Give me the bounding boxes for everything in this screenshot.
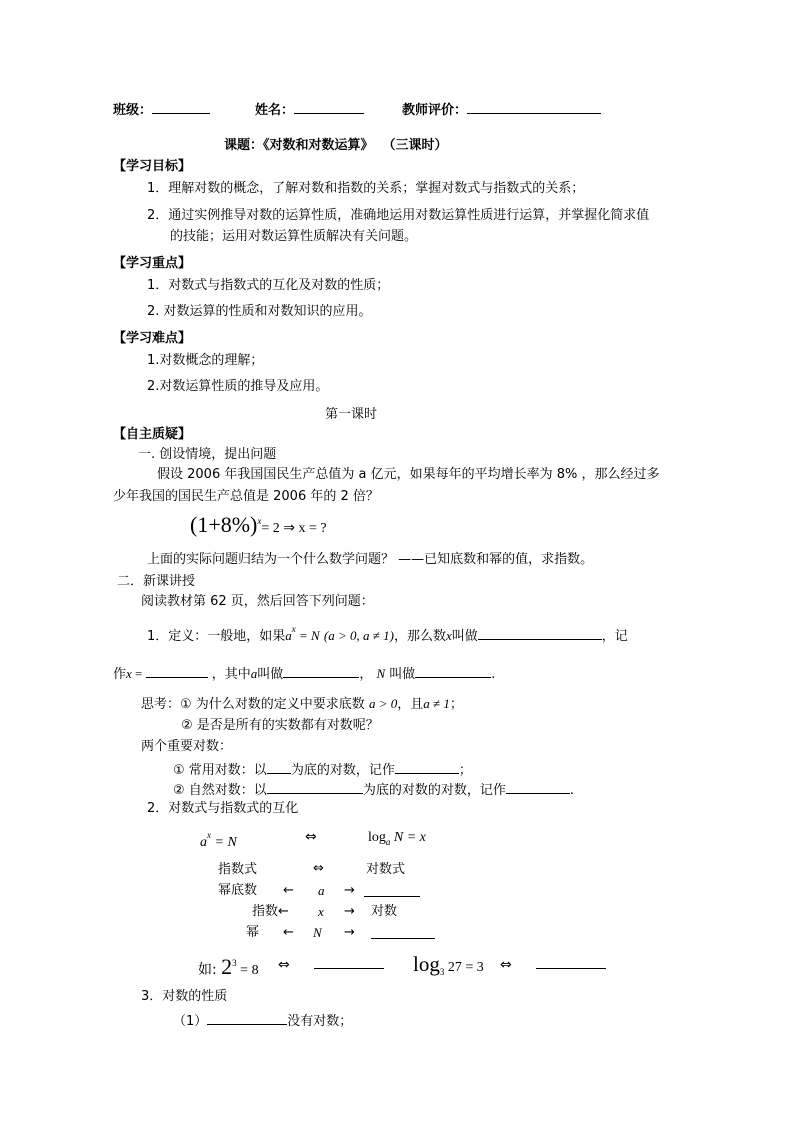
math-question: 上面的实际问题归结为一个什么数学问题？ ——已知底数和幂的值，求指数。	[147, 552, 594, 567]
example-log: $\log_3 27 = 3$	[413, 952, 484, 977]
selfstudy-heading: 【自主质疑】	[113, 427, 192, 442]
common-log-base-blank[interactable]	[267, 760, 291, 774]
row2-rarrow: →	[344, 904, 355, 919]
row2-label: 指数←	[252, 904, 289, 919]
example-row: 如: $2^3 = 8$	[198, 954, 259, 979]
antilog-name-blank[interactable]	[415, 664, 491, 678]
natural-log-base-blank[interactable]	[267, 780, 363, 794]
row2-right: 对数	[371, 904, 398, 919]
base-name-blank[interactable]	[283, 664, 359, 678]
keypoints-heading: 【学习重点】	[113, 256, 192, 271]
difficulty-item-1: 1.对数概念的理解；	[147, 353, 264, 368]
teacher-blank[interactable]	[467, 100, 601, 114]
class-blank[interactable]	[152, 100, 210, 114]
section-2-title: 二．新课讲授	[117, 574, 196, 589]
properties-heading: 3．对数的性质	[141, 989, 228, 1004]
log-notation-blank[interactable]	[146, 664, 208, 678]
row3-rarrow: →	[344, 925, 355, 940]
equiv-arrow: ⇔	[305, 829, 317, 845]
table-head-log: 对数式	[366, 862, 406, 877]
power-conversion-blank[interactable]	[371, 925, 435, 939]
row1-rarrow: →	[344, 883, 355, 898]
page-title: 课题：《对数和对数运算》 （三课时）	[224, 138, 448, 153]
natural-log-notation-blank[interactable]	[506, 780, 570, 794]
difficulties-heading: 【学习难点】	[113, 331, 192, 346]
example-blank-1[interactable]	[314, 955, 384, 969]
row1-blank-wrap	[364, 883, 420, 902]
row1-larrow: ←	[283, 883, 294, 898]
log-name-blank[interactable]	[478, 626, 602, 640]
example-blank-1-wrap	[314, 955, 384, 974]
goal-item-1: 1．理解对数的概念，了解对数和指数的关系；掌握对数式与指数式的关系；	[147, 181, 585, 196]
example-arrow-1: ⇔	[278, 957, 290, 973]
section-1-title: 一. 创设情境，提出问题	[138, 447, 277, 462]
para1-line1: 假设 2006 年我国国民生产总值为 a 亿元，如果每年的平均增长率为 8% ，那么经过多	[157, 467, 660, 482]
example-blank-2[interactable]	[536, 955, 606, 969]
difficulty-item-2: 2.对数运算性质的推导及应用。	[147, 379, 329, 394]
class-label: 班级：	[113, 100, 210, 119]
row2-mid: x	[318, 904, 324, 919]
goal-item-2-line2: 的技能；运用对数运算性质解决有关问题。	[170, 229, 418, 244]
common-log: ① 常用对数：以 为底的对数，记作 ；	[173, 760, 472, 779]
keypoint-item-2: 2. 对数运算的性质和对数知识的应用。	[147, 304, 372, 319]
two-logs-heading: 两个重要对数：	[141, 739, 233, 754]
row1-label: 幂底数	[218, 883, 258, 898]
growth-formula: $(1+8\%)^x= 2$ ⇒ x = ?	[190, 512, 327, 537]
definition-line2: 作x = ，其中a叫做 ， N 叫做 .	[113, 666, 496, 682]
reading-instruction: 阅读教材第 62 页，然后回答下列问题：	[141, 594, 374, 609]
common-log-notation-blank[interactable]	[395, 760, 459, 774]
table-head-exp: 指数式	[218, 862, 258, 877]
thinking-q2: ② 是否是所有的实数都有对数呢？	[181, 718, 379, 733]
definition-line1: 1．定义：一般地，如果$a^x = N$ (a > 0, a ≠ 1)，那么数x叫做 ，记	[147, 624, 628, 644]
log-form: $\log_a N = x$	[368, 830, 426, 847]
property-1-blank[interactable]	[207, 1011, 287, 1025]
natural-log: ② 自然对数：以 为底的对数的对数，记作 .	[173, 780, 574, 799]
example-blank-2-wrap	[536, 955, 606, 974]
conversion-heading: 2．对数式与指数式的互化	[147, 801, 299, 816]
row3-larrow: ←	[283, 925, 294, 940]
row3-mid: N	[313, 925, 322, 940]
row3-blank-wrap	[371, 925, 435, 944]
exp-form: $a^x = N$	[200, 830, 237, 850]
name-label: 姓名：	[255, 100, 364, 119]
example-arrow-2: ⇔	[500, 957, 512, 973]
base-conversion-blank[interactable]	[364, 883, 420, 897]
keypoint-item-1: 1．对数式与指数式的互化及对数的性质；	[147, 278, 390, 293]
goal-item-2-line1: 2．通过实例推导对数的运算性质，准确地运用对数运算性质进行运算，并掌握化简求值	[147, 208, 650, 223]
row1-mid: a	[318, 883, 325, 898]
row3-label: 幂	[246, 925, 260, 940]
lesson-title: 第一课时	[325, 407, 378, 422]
goals-heading: 【学习目标】	[113, 159, 192, 174]
thinking-q1: 思考：① 为什么对数的定义中要求底数 a > 0，且a ≠ 1；	[141, 696, 463, 712]
name-blank[interactable]	[294, 100, 364, 114]
property-item-1: （1） 没有对数；	[173, 1011, 352, 1030]
teacher-label: 教师评价：	[402, 100, 601, 119]
table-head-arrow: ⇔	[313, 861, 324, 876]
para1-line2: 少年我国的国民生产总值是 2006 年的 2 倍？	[113, 489, 379, 504]
